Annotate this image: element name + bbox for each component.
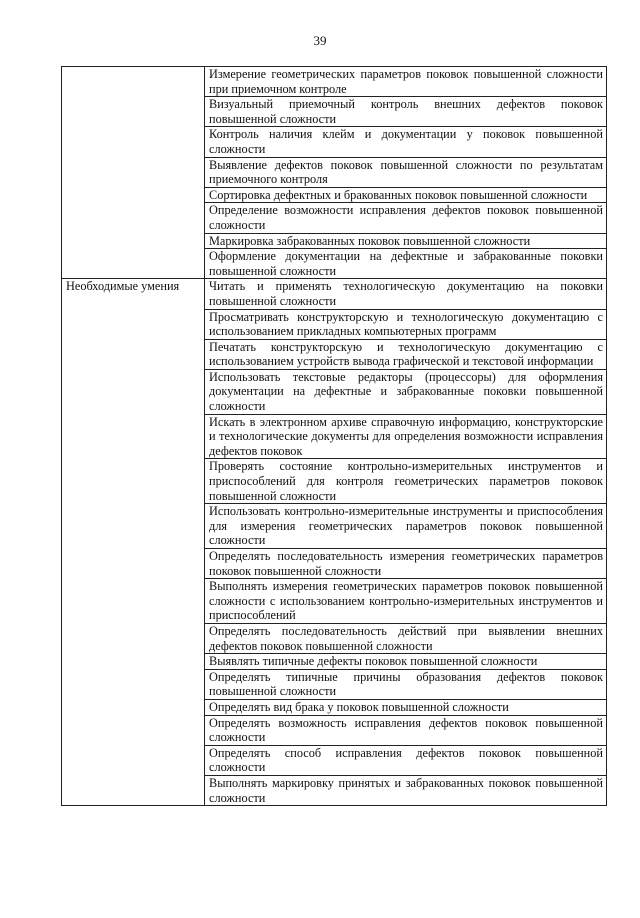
- requirement-item: Определять последовательность измерения геометрических параметров поковок повышенной сложности: [205, 549, 607, 579]
- requirement-item: Использовать контрольно-измерительные инструменты и приспособления для измерения геометрических параметров поковок повышенной сложности: [205, 504, 607, 549]
- requirement-item: Измерение геометрических параметров поковок повышенной сложности при приемочном контроле: [205, 67, 607, 97]
- requirement-item: Проверять состояние контрольно-измерительных инструментов и приспособлений для контроля геометрических параметров поковок повышенной сложности: [205, 459, 607, 504]
- requirement-item: Искать в электронном архиве справочную информацию, конструкторские и технологические документы для определения возможности исправления дефектов поковок: [205, 414, 607, 459]
- table-row: [62, 279, 607, 309]
- requirement-item: Читать и применять технологическую документацию на поковки повышенной сложности: [205, 279, 607, 309]
- requirement-item: Определять вид брака у поковок повышенной сложности: [205, 699, 607, 715]
- requirement-item: Выполнять измерения геометрических параметров поковок повышенной сложности с использованием контрольно-измерительных инструментов и приспособлений: [205, 579, 607, 624]
- section-label: [62, 67, 205, 279]
- requirements-table-body: [62, 67, 607, 806]
- section-label: Необходимые умения: [62, 279, 205, 806]
- requirement-item: Определять типичные причины образования дефектов поковок повышенной сложности: [205, 669, 607, 699]
- requirement-item: Определять способ исправления дефектов поковок повышенной сложности: [205, 745, 607, 775]
- requirement-item: Контроль наличия клейм и документации у поковок повышенной сложности: [205, 127, 607, 157]
- requirement-item: Просматривать конструкторскую и технологическую документацию с использованием прикладных компьютерных программ: [205, 309, 607, 339]
- page-number: 39: [313, 33, 327, 48]
- requirements-table: [61, 66, 607, 806]
- requirement-item: Выявлять типичные дефекты поковок повышенной сложности: [205, 654, 607, 670]
- requirement-item: Определять возможность исправления дефектов поковок повышенной сложности: [205, 715, 607, 745]
- requirement-item: Определение возможности исправления дефектов поковок повышенной сложности: [205, 203, 607, 233]
- table-row: [62, 67, 607, 97]
- requirement-item: Выявление дефектов поковок повышенной сложности по результатам приемочного контроля: [205, 157, 607, 187]
- requirement-item: Использовать текстовые редакторы (процессоры) для оформления документации на дефектные и забракованные поковки повышенной сложности: [205, 369, 607, 414]
- requirement-item: Сортировка дефектных и бракованных поковок повышенной сложности: [205, 187, 607, 203]
- requirement-item: Определять последовательность действий при выявлении внешних дефектов поковок повышенной сложности: [205, 623, 607, 653]
- requirement-item: Оформление документации на дефектные и забракованные поковки повышенной сложности: [205, 249, 607, 279]
- requirement-item: Печатать конструкторскую и технологическую документацию с использованием устройств вывода графической и текстовой информации: [205, 339, 607, 369]
- requirement-item: Выполнять маркировку принятых и забракованных поковок повышенной сложности: [205, 775, 607, 805]
- requirement-item: Маркировка забракованных поковок повышенной сложности: [205, 233, 607, 249]
- requirement-item: Визуальный приемочный контроль внешних дефектов поковок повышенной сложности: [205, 97, 607, 127]
